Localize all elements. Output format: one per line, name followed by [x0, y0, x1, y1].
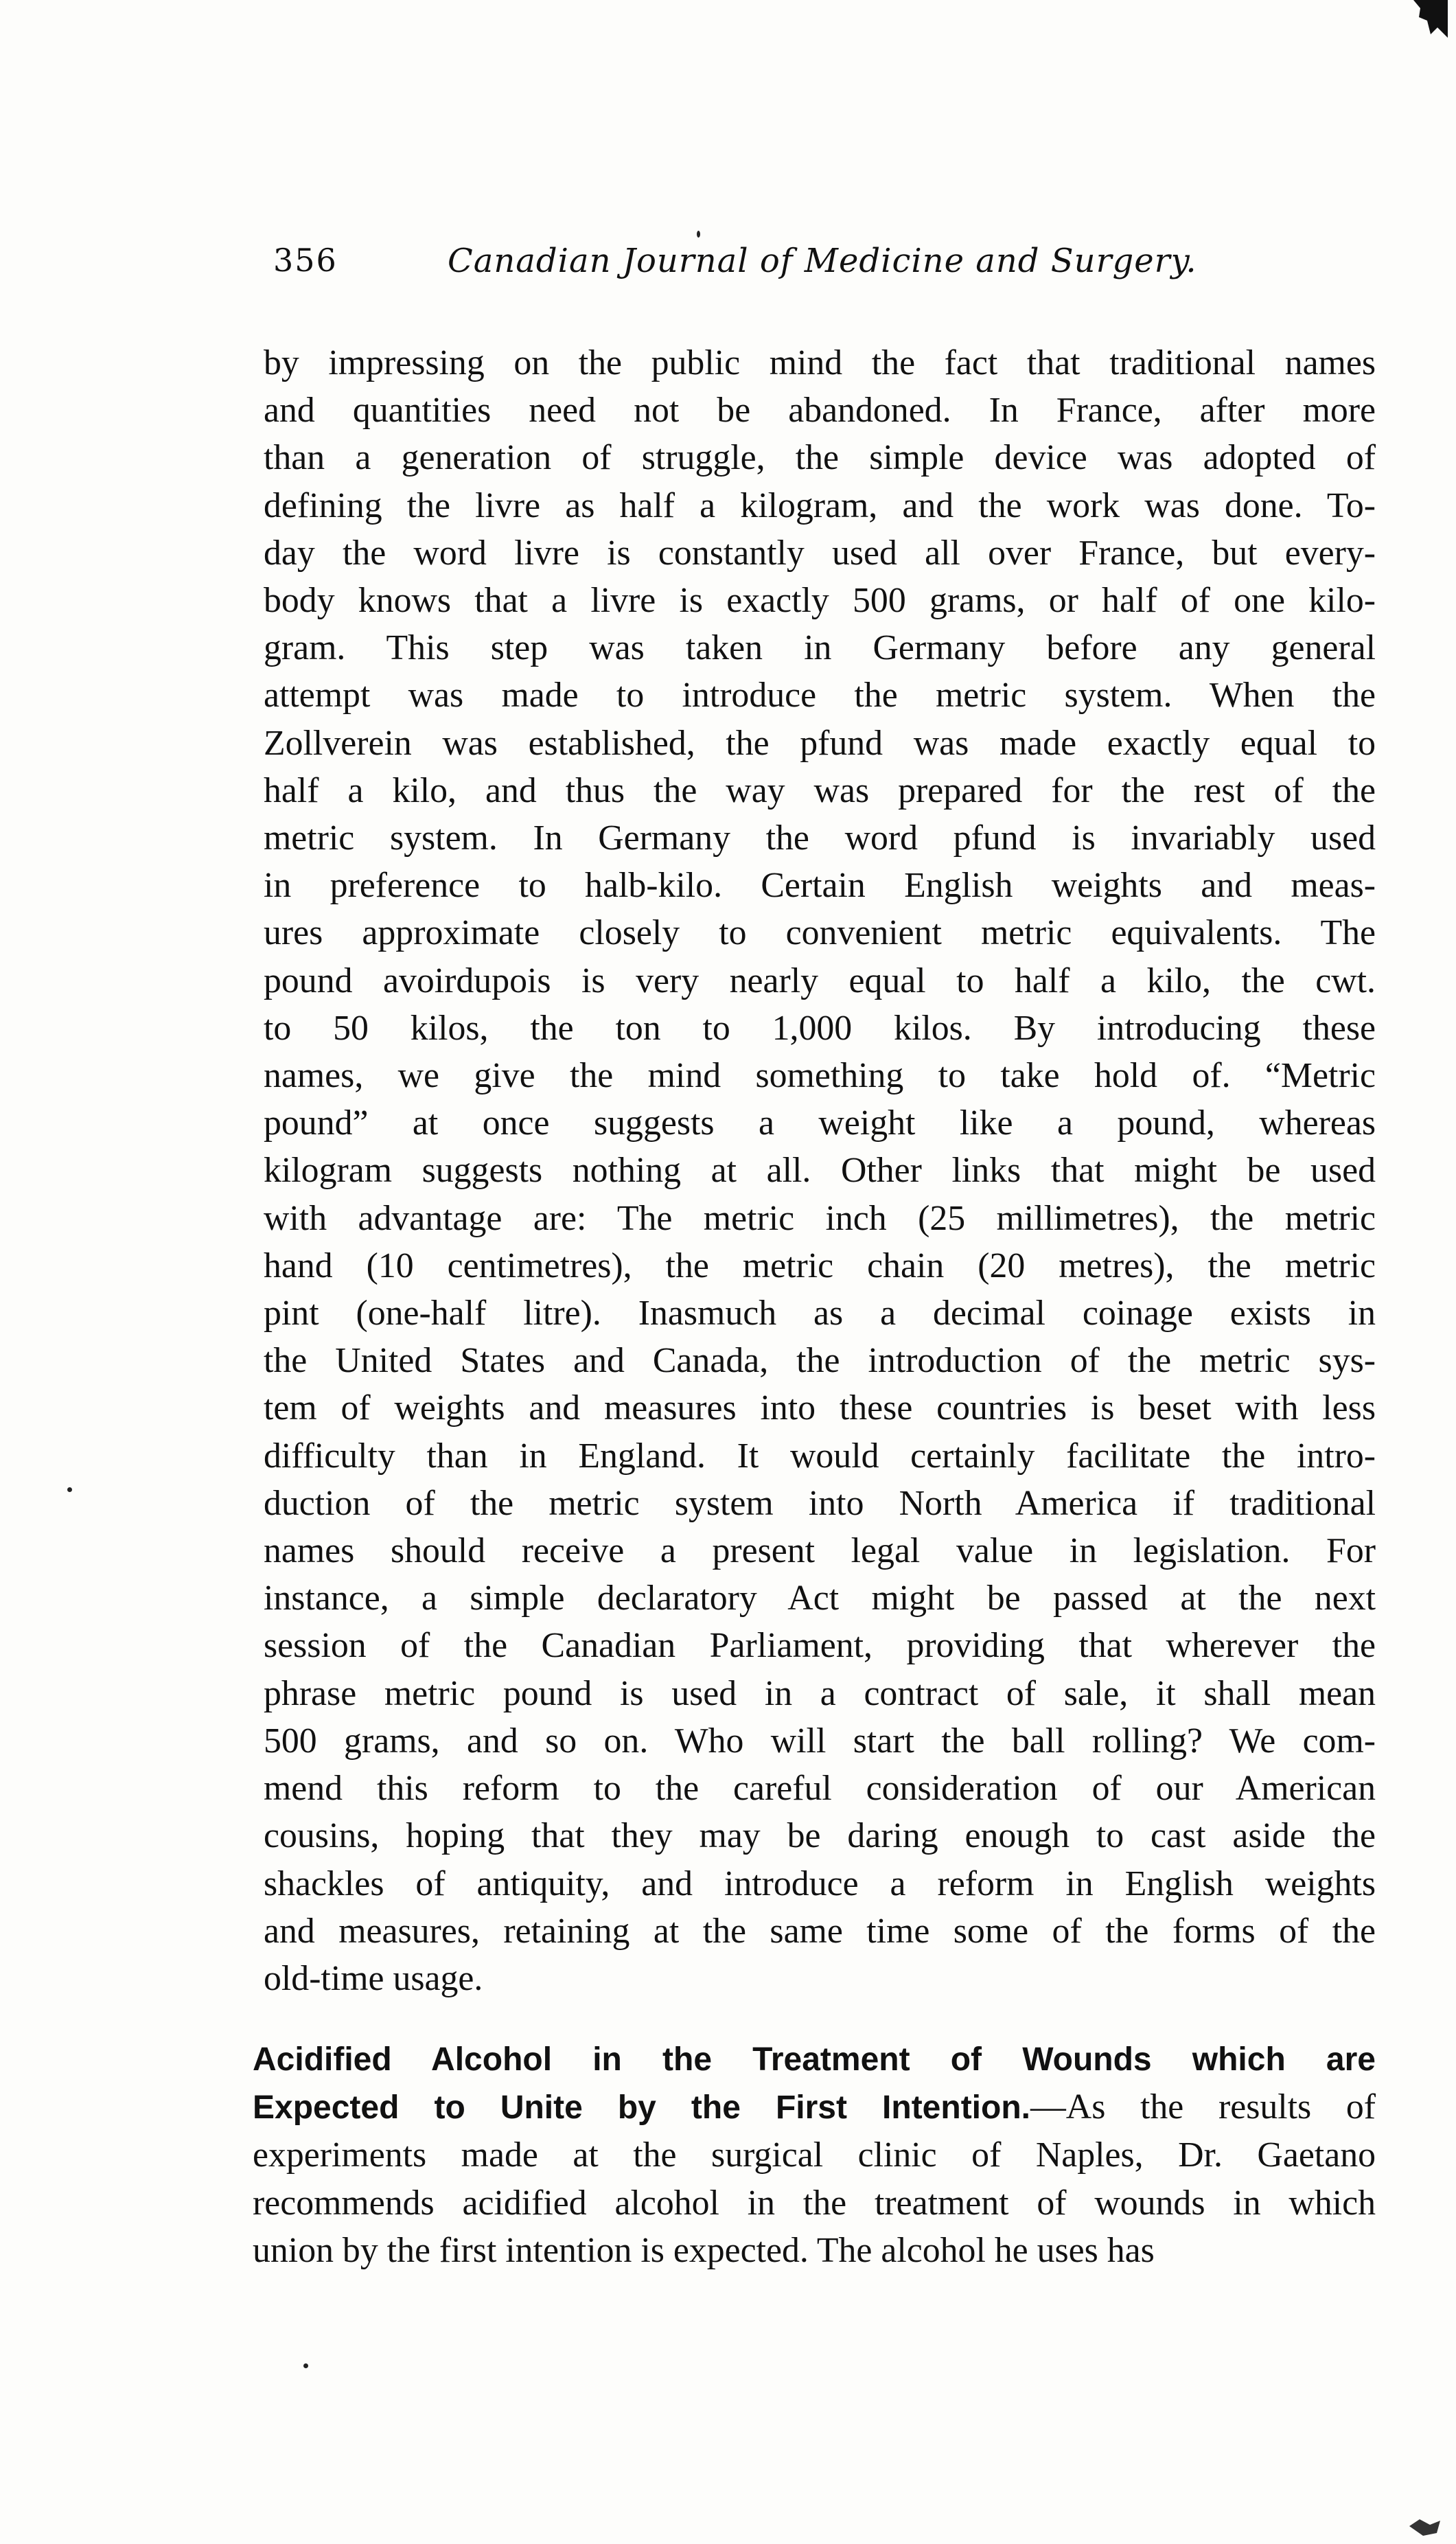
- ink-speck: [67, 1487, 72, 1492]
- text-line: duction of the metric system into North America if traditional: [264, 1483, 1376, 1523]
- text-line: mend this reform to the careful consideration of our American: [264, 1769, 1376, 1809]
- text-line: recommends acidified alcohol in the treatment of wounds in which: [253, 2183, 1376, 2223]
- text-line: 500 grams, and so on. Who will start the ball rolling? We com-: [264, 1721, 1376, 1761]
- article-title: Acidified Alcohol in the Treatment of Wounds which are: [253, 2041, 1376, 2078]
- text-line: and measures, retaining at the same time some of the forms of the: [264, 1911, 1376, 1951]
- text-line: to 50 kilos, the ton to 1,000 kilos. By introducing these: [264, 1008, 1376, 1048]
- scan-artifact-top: [1400, 0, 1448, 41]
- text-line: by impressing on the public mind the fact that traditional names: [264, 343, 1376, 382]
- text-line: experiments made at the surgical clinic of Naples, Dr. Gaetano: [253, 2135, 1376, 2175]
- text-line: pint (one-half litre). Inasmuch as a decimal coinage exists in: [264, 1294, 1376, 1333]
- text-line: union by the first intention is expected. The alcohol he uses has: [253, 2230, 1155, 2270]
- text-line: day the word livre is constantly used all over France, but every-: [264, 533, 1376, 573]
- text-line: tem of weights and measures into these countries is beset with less: [264, 1388, 1376, 1428]
- text-line: session of the Canadian Parliament, providing that wherever the: [264, 1626, 1376, 1666]
- text-line: than a generation of struggle, the simple device was adopted of: [264, 438, 1376, 478]
- article-title-continued: Expected to Unite by the First Intention.: [253, 2089, 1030, 2127]
- text-line: hand (10 centimetres), the metric chain (20 metres), the metric: [264, 1246, 1376, 1285]
- body-text: [264, 339, 1376, 2002]
- text-line: ures approximate closely to convenient metric equivalents. The: [264, 913, 1376, 953]
- text-line: kilogram suggests nothing at all. Other links that might be used: [264, 1151, 1376, 1191]
- running-head: Canadian Journal of Medicine and Surgery.: [448, 242, 1197, 280]
- scan-artifact-bottom: [1402, 2512, 1444, 2540]
- article-title-line: [253, 2035, 1376, 2083]
- text-line: pound” at once suggests a weight like a pound, whereas: [264, 1103, 1376, 1143]
- text-line: names, we give the mind something to take hold of. “Metric: [264, 1056, 1376, 1096]
- ink-speck: [697, 231, 700, 238]
- text-line: in preference to halb-kilo. Certain English weights and meas-: [264, 866, 1376, 906]
- page-number: 356: [273, 242, 338, 279]
- article-title-line: [253, 2083, 1376, 2131]
- text-line: half a kilo, and thus the way was prepared for the rest of the: [264, 770, 1376, 810]
- text-line: names should receive a present legal value in legislation. For: [264, 1531, 1376, 1571]
- text-line: difficulty than in England. It would certainly facilitate the intro-: [264, 1436, 1376, 1476]
- text-line: the United States and Canada, the introduction of the metric sys-: [264, 1341, 1376, 1381]
- text-line: pound avoirdupois is very nearly equal to half a kilo, the cwt.: [264, 961, 1376, 1000]
- ink-speck: [303, 2363, 308, 2368]
- text-line: and quantities need not be abandoned. In France, after more: [264, 391, 1376, 431]
- text-line: cousins, hoping that they may be daring enough to cast aside the: [264, 1816, 1376, 1856]
- text-line: shackles of antiquity, and introduce a reform in English weights: [264, 1864, 1376, 1903]
- text-line: defining the livre as half a kilogram, and the work was done. To-: [264, 485, 1376, 525]
- article-text-start: —As the results of: [1030, 2087, 1376, 2127]
- text-line: phrase metric pound is used in a contract of sale, it shall mean: [264, 1673, 1376, 1713]
- text-line: with advantage are: The metric inch (25 millimetres), the metric: [264, 1198, 1376, 1238]
- text-line: body knows that a livre is exactly 500 grams, or half of one kilo-: [264, 581, 1376, 621]
- text-line: instance, a simple declaratory Act might be passed at the next: [264, 1579, 1376, 1618]
- page-header: [273, 242, 1214, 303]
- article-section: [253, 2035, 1376, 2274]
- text-line: attempt was made to introduce the metric system. When the: [264, 676, 1376, 715]
- text-line: Zollverein was established, the pfund was made exactly equal to: [264, 723, 1376, 763]
- article-body: [253, 2131, 1376, 2274]
- text-line: old-time usage.: [264, 1958, 483, 1998]
- text-line: metric system. In Germany the word pfund is invariably used: [264, 818, 1376, 858]
- text-line: gram. This step was taken in Germany before any general: [264, 628, 1376, 668]
